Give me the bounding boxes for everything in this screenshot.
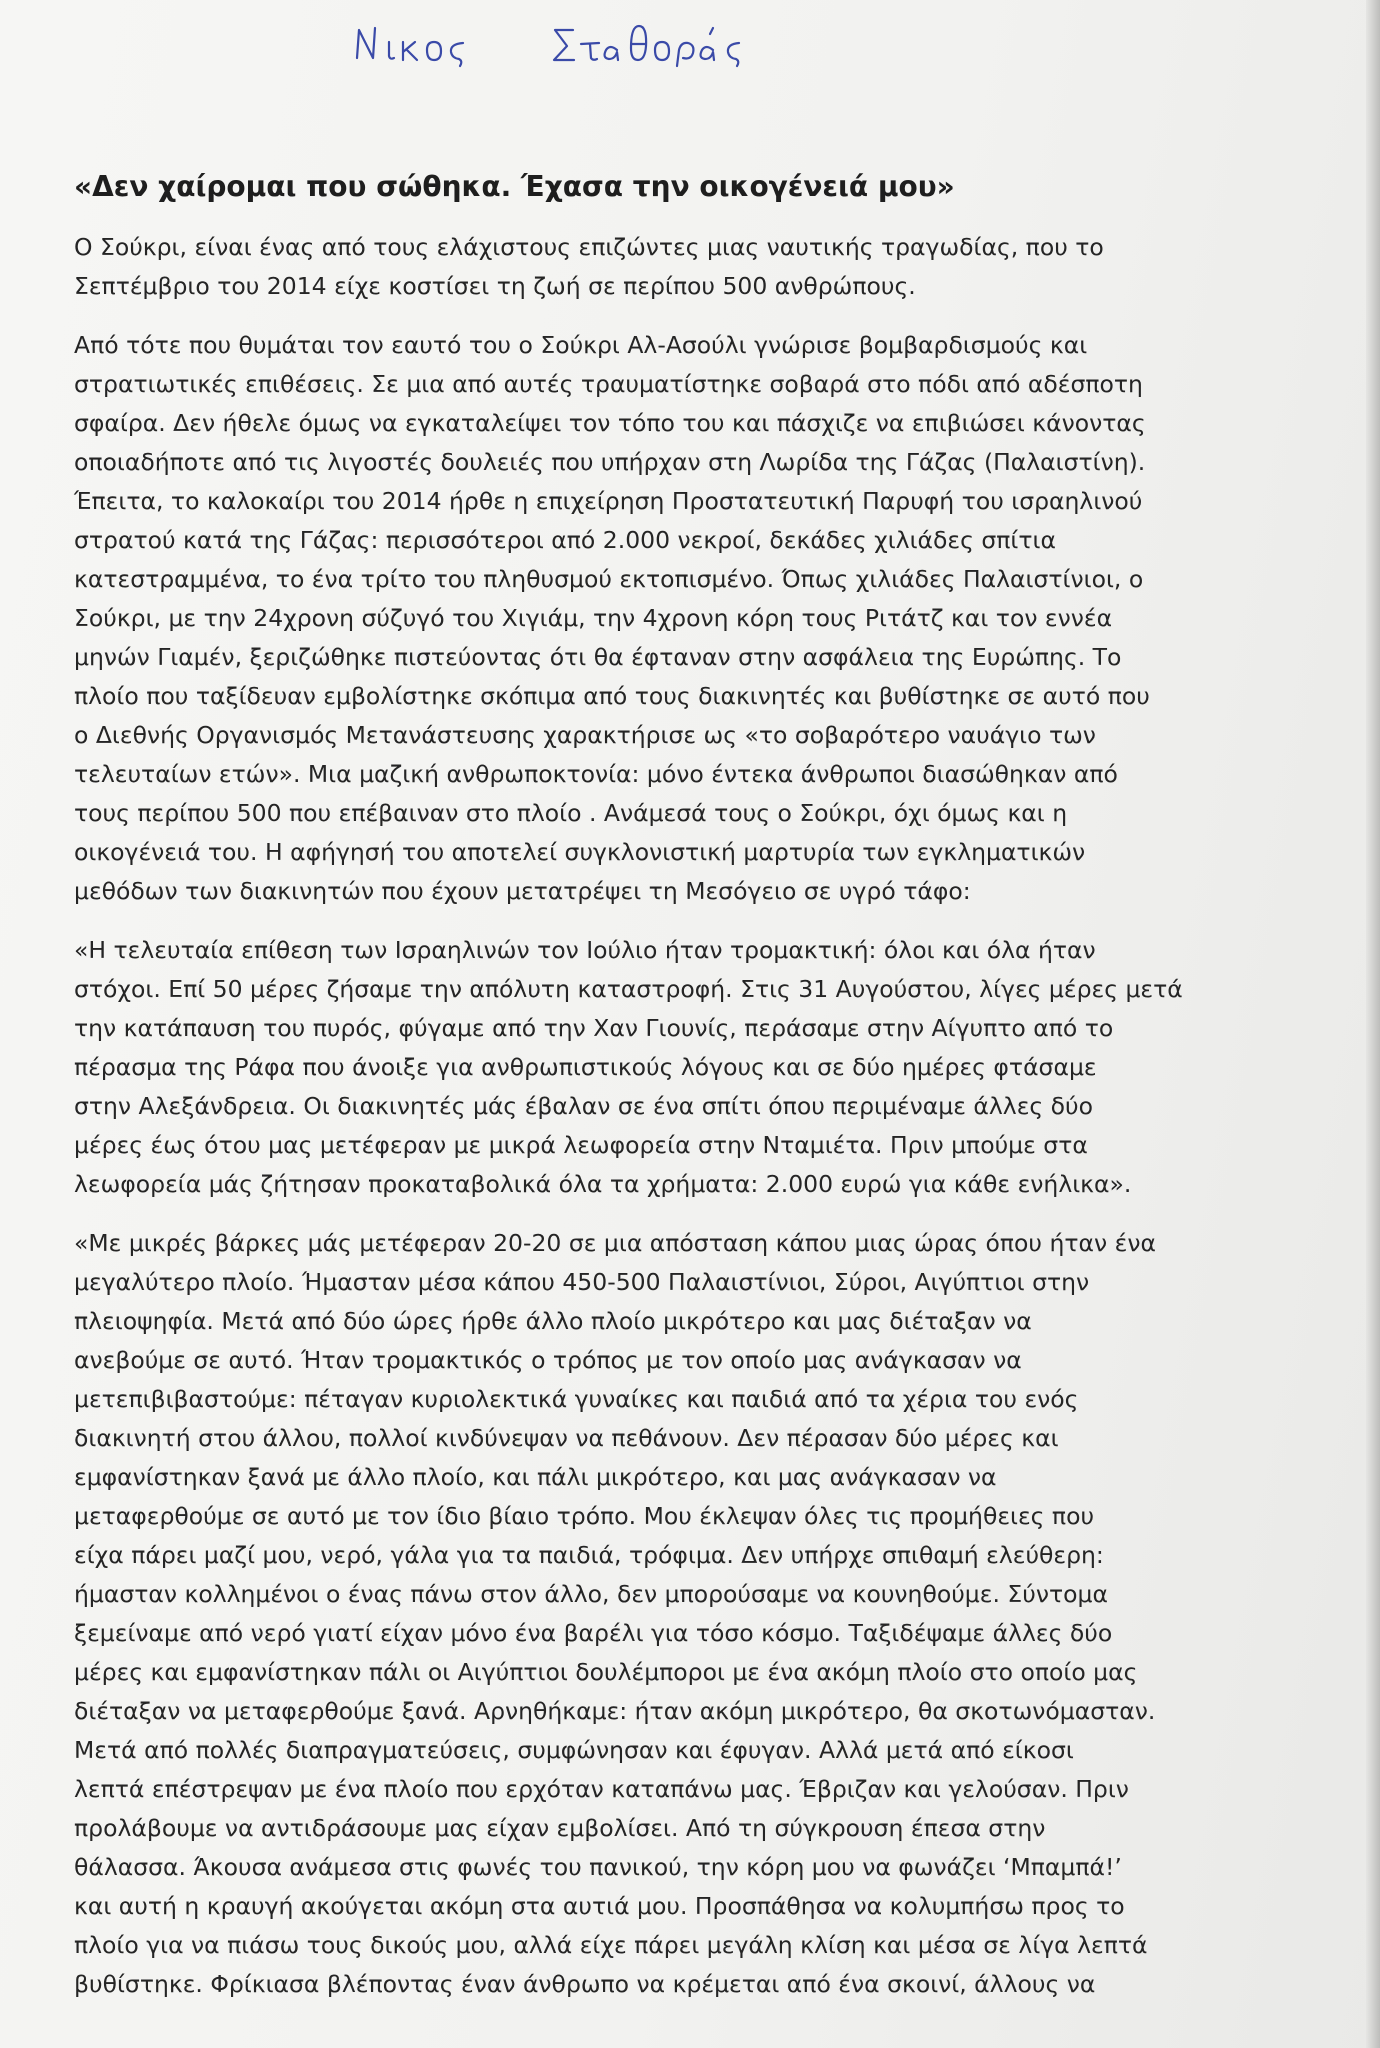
text-line: μέρες και εμφανίστηκαν πάλι οι Αιγύπτιοι δουλέμποροι με ένα ακόμη πλοίο στο οποίο μας	[74, 1658, 1138, 1686]
text-line: μηνών Γιαμέν, ξεριζώθηκε πιστεύοντας ότι θα έφταναν στην ασφάλεια της Ευρώπης. Το	[74, 643, 1122, 671]
page-edge-shadow	[1366, 0, 1380, 2048]
text-line: στρατιωτικές επιθέσεις. Σε μια από αυτές τραυματίστηκε σοβαρά στο πόδι από αδέσποτη	[74, 370, 1143, 398]
text-line: κατεστραμμένα, το ένα τρίτο του πληθυσμού εκτοπισμένο. Όπως χιλιάδες Παλαιστίνιοι, ο	[74, 565, 1144, 593]
text-line: Ο Σούκρι, είναι ένας από τους ελάχιστους επιζώντες μιας ναυτικής τραγωδίας, που το	[74, 233, 1104, 261]
paragraph-quote-1	[74, 931, 1224, 1204]
text-line: «Με μικρές βάρκες μάς μετέφεραν 20-20 σε μια απόσταση κάπου μιας ώρας όπου ήταν ένα	[74, 1229, 1156, 1257]
text-line: Σούκρι, με την 24χρονη σύζυγό του Χιγιάμ, την 4χρονη κόρη τους Ριτάτζ και τον εννέα	[74, 604, 1113, 632]
handwritten-author-name	[355, 14, 835, 68]
text-line: τελευταίων ετών». Μια μαζική ανθρωποκτονία: μόνο έντεκα άνθρωποι διασώθηκαν από	[74, 760, 1118, 788]
handwriting-ink	[355, 14, 835, 68]
article	[74, 168, 1224, 2024]
text-line: λεπτά επέστρεψαν με ένα πλοίο που ερχόταν καταπάνω μας. Έβριζαν και γελούσαν. Πριν	[74, 1775, 1129, 1803]
text-line: Έπειτα, το καλοκαίρι του 2014 ήρθε η επιχείρηση Προστατευτική Παρυφή του ισραηλινού	[74, 487, 1143, 515]
text-line: ο Διεθνής Οργανισμός Μετανάστευσης χαρακτήρισε ως «το σοβαρότερο ναυάγιο των	[74, 721, 1096, 749]
text-line: πέρασμα της Ράφα που άνοιξε για ανθρωπιστικούς λόγους και σε δύο ημέρες φτάσαμε	[74, 1053, 1097, 1081]
text-line: οποιαδήποτε από τις λιγοστές δουλειές που υπήρχαν στη Λωρίδα της Γάζας (Παλαιστίνη).	[74, 448, 1146, 476]
text-line: πλειοψηφία. Μετά από δύο ώρες ήρθε άλλο πλοίο μικρότερο και μας διέταξαν να	[74, 1307, 1032, 1335]
text-line: μεθόδων των διακινητών που έχουν μετατρέψει τη Μεσόγειο σε υγρό τάφο:	[74, 877, 971, 905]
paragraph-background	[74, 326, 1224, 911]
text-line: Μετά από πολλές διαπραγματεύσεις, συμφώνησαν και έφυγαν. Αλλά μετά από είκοσι	[74, 1736, 1074, 1764]
text-line: σφαίρα. Δεν ήθελε όμως να εγκαταλείψει τον τόπο του και πάσχιζε να επιβιώσει κάνοντας	[74, 409, 1146, 437]
text-line: μετεπιβιβαστούμε: πέταγαν κυριολεκτικά γυναίκες και παιδιά από τα χέρια του ενός	[74, 1385, 1079, 1413]
text-line: ήμασταν κολλημένοι ο ένας πάνω στον άλλο, δεν μπορούσαμε να κουνηθούμε. Σύντομα	[74, 1580, 1108, 1608]
text-line: μεγαλύτερο πλοίο. Ήμασταν μέσα κάπου 450-500 Παλαιστίνιοι, Σύροι, Αιγύπτιοι στην	[74, 1268, 1090, 1296]
text-line: μεταφερθούμε σε αυτό με τον ίδιο βίαιο τρόπο. Μου έκλεψαν όλες τις προμήθειες που	[74, 1502, 1095, 1530]
text-line: Σεπτέμβριο του 2014 είχε κοστίσει τη ζωή σε περίπου 500 ανθρώπους.	[74, 272, 916, 300]
text-line: λεωφορεία μάς ζήτησαν προκαταβολικά όλα τα χρήματα: 2.000 ευρώ για κάθε ενήλικα».	[74, 1170, 1132, 1198]
text-line: την κατάπαυση του πυρός, φύγαμε από την Χαν Γιουνίς, περάσαμε στην Αίγυπτο από το	[74, 1014, 1114, 1042]
text-line: εμφανίστηκαν ξανά με άλλο πλοίο, και πάλι μικρότερο, και μας ανάγκασαν να	[74, 1463, 997, 1491]
text-line: οικογένειά του. Η αφήγησή του αποτελεί συγκλονιστική μαρτυρία των εγκληματικών	[74, 838, 1086, 866]
article-title: «Δεν χαίρομαι που σώθηκα. Έχασα την οικογένειά μου»	[74, 170, 955, 203]
text-line: στόχοι. Επί 50 μέρες ζήσαμε την απόλυτη καταστροφή. Στις 31 Αυγούστου, λίγες μέρες μετά	[74, 975, 1183, 1003]
paragraph-intro	[74, 228, 1224, 306]
text-line: μέρες έως ότου μας μετέφεραν με μικρά λεωφορεία στην Νταμιέτα. Πριν μπούμε στα	[74, 1131, 1088, 1159]
text-line: και αυτή η κραυγή ακούγεται ακόμη στα αυτιά μου. Προσπάθησα να κολυμπήσω προς το	[74, 1892, 1125, 1920]
text-line: στην Αλεξάνδρεια. Οι διακινητές μάς έβαλαν σε ένα σπίτι όπου περιμέναμε άλλες δύο	[74, 1092, 1094, 1120]
paragraph-quote-2	[74, 1224, 1224, 2004]
text-line: στρατού κατά της Γάζας: περισσότεροι από 2.000 νεκροί, δεκάδες χιλιάδες σπίτια	[74, 526, 1056, 554]
text-line: είχα πάρει μαζί μου, νερό, γάλα για τα παιδιά, τρόφιμα. Δεν υπήρχε σπιθαμή ελεύθερη:	[74, 1541, 1104, 1569]
text-line: προλάβουμε να αντιδράσουμε μας είχαν εμβολίσει. Από τη σύγκρουση έπεσα στην	[74, 1814, 1046, 1842]
text-line: πλοίο που ταξίδευαν εμβολίστηκε σκόπιμα από τους διακινητές και βυθίστηκε σε αυτό που	[74, 682, 1150, 710]
text-line: ανεβούμε σε αυτό. Ήταν τρομακτικός ο τρόπος με τον οποίο μας ανάγκασαν να	[74, 1346, 1022, 1374]
text-line: ξεμείναμε από νερό γιατί είχαν μόνο ένα βαρέλι για τόσο κόσμο. Ταξιδέψαμε άλλες δύο	[74, 1619, 1113, 1647]
text-line: «Η τελευταία επίθεση των Ισραηλινών τον Ιούλιο ήταν τρομακτική: όλοι και όλα ήταν	[74, 936, 1096, 964]
text-line: πλοίο για να πιάσω τους δικούς μου, αλλά είχε πάρει μεγάλη κλίση και μέσα σε λίγα λεπτά	[74, 1931, 1148, 1959]
text-line: βυθίστηκε. Φρίκιασα βλέποντας έναν άνθρωπο να κρέμεται από ένα σκοινί, άλλους να	[74, 1970, 1096, 1998]
text-line: Από τότε που θυμάται τον εαυτό του ο Σούκρι Αλ-Ασούλι γνώρισε βομβαρδισμούς και	[74, 331, 1088, 359]
text-line: διακινητή στου άλλου, πολλοί κινδύνεψαν να πεθάνουν. Δεν πέρασαν δύο μέρες και	[74, 1424, 1059, 1452]
text-line: τους περίπου 500 που επέβαιναν στο πλοίο . Ανάμεσά τους ο Σούκρι, όχι όμως και η	[74, 799, 1068, 827]
text-line: θάλασσα. Άκουσα ανάμεσα στις φωνές του πανικού, την κόρη μου να φωνάζει ‘Μπαμπά!’	[74, 1853, 1122, 1881]
text-line: διέταξαν να μεταφερθούμε ξανά. Αρνηθήκαμε: ήταν ακόμη μικρότερο, θα σκοτωνόμασταν.	[74, 1697, 1156, 1725]
